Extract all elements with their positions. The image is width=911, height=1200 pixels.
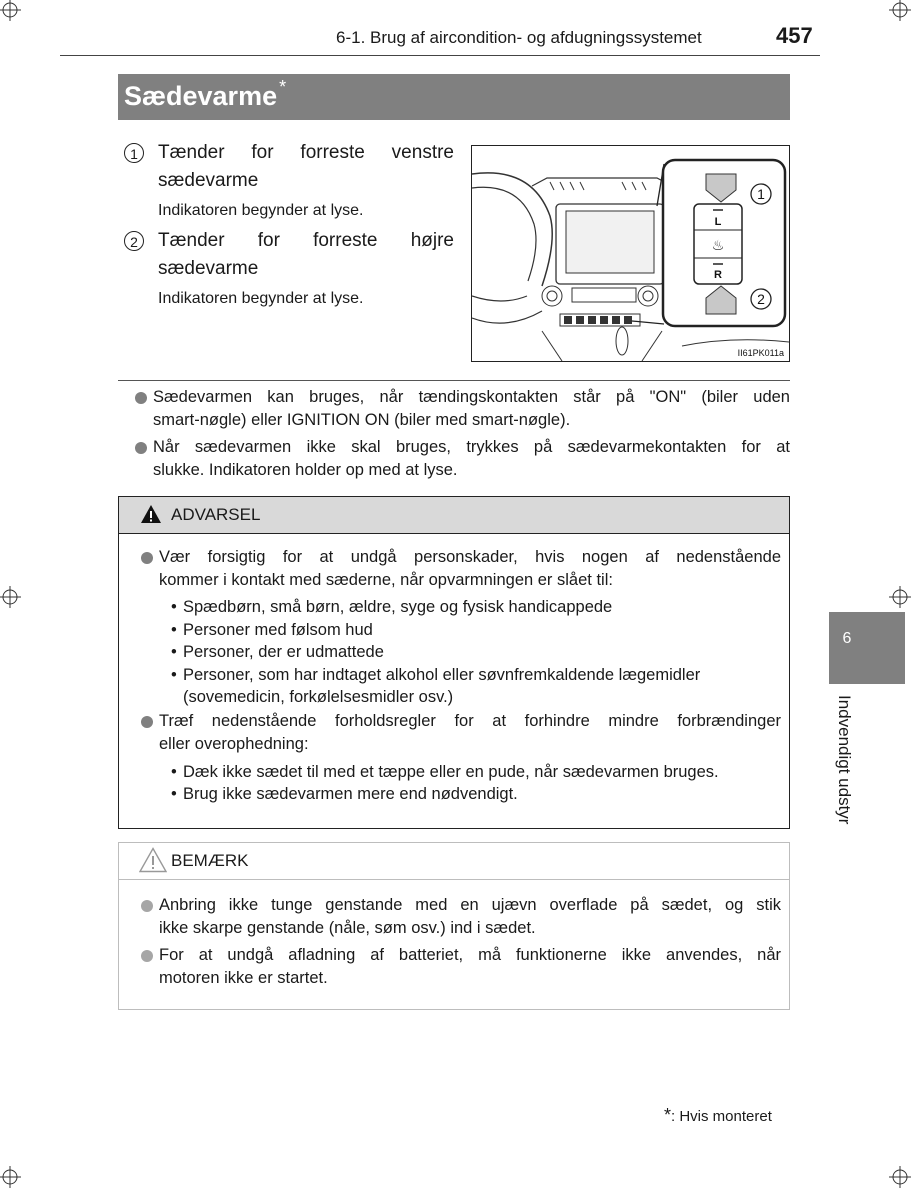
registration-mark (0, 0, 21, 21)
registration-mark (0, 1166, 21, 1188)
sub-list (141, 596, 781, 709)
sub-item-text: Spædbørn, små børn, ældre, syge og fysisk handicappede (183, 598, 613, 616)
bullet-text: ikke skarpe genstande (nåle, søm osv.) ind i sædet. (159, 919, 536, 937)
footnote (664, 1105, 772, 1126)
warning-box (118, 496, 790, 829)
bullet-dot (141, 950, 153, 962)
bullet-text: slukke. Indikatoren holder op med at lyse. (153, 461, 458, 479)
sub-list (141, 761, 781, 806)
list-item (141, 944, 781, 990)
sub-item-text: Brug ikke sædevarmen mere end nødvendigt. (183, 785, 518, 803)
bullet-dot (141, 900, 153, 912)
bullet-text: motoren ikke er startet. (159, 969, 328, 987)
dashboard-figure (471, 145, 790, 362)
notice-box (118, 842, 790, 1010)
bullet-text: Træf nedenstående forholdsregler for at forhindre mindre forbrændinger (159, 711, 781, 730)
title-asterisk: * (279, 77, 287, 97)
registration-mark (889, 1166, 911, 1188)
registration-mark (889, 0, 911, 21)
step-text: Tænder for forreste venstre (158, 142, 454, 163)
chapter-label: Indvendigt udstyr (835, 695, 854, 825)
step-text: Tænder for forreste højre (158, 230, 454, 251)
footnote-asterisk: * (664, 1105, 672, 1125)
bullet-text: Når sædevarmen ikke skal bruges, trykkes på sædevarmekontakten for at (153, 438, 790, 456)
header-rule (60, 55, 820, 56)
step-note: Indikatoren begynder at lyse. (158, 290, 364, 307)
sub-item: • Brug ikke sædevarmen mere end nødvendigt. (171, 785, 518, 803)
warning-header (119, 497, 789, 534)
registration-mark (889, 586, 911, 608)
step-text: sædevarme (158, 170, 259, 191)
step-number: 1 (124, 143, 144, 163)
bullet-text: eller overophedning: (159, 734, 309, 753)
registration-mark (0, 586, 21, 608)
list-item (135, 386, 790, 432)
sub-item: • Dæk ikke sædet til med et tæppe eller en pude, når sædevarmen bruges. (171, 762, 719, 781)
callout-2: 2 (757, 291, 765, 307)
chapter-tab (829, 612, 905, 684)
bullet-text: smart-nøgle) eller IGNITION ON (biler med smart-nøgle). (153, 411, 571, 429)
bullet-dot (141, 716, 153, 728)
callout-1: 1 (757, 186, 765, 202)
sub-item: • Personer, som har indtaget alkohol eller søvnfremkaldende lægemidler (171, 665, 701, 684)
bullet-dot (135, 442, 147, 454)
sub-item: • Personer med følsom hud (171, 620, 373, 639)
step-item (124, 227, 454, 283)
step-number: 2 (124, 231, 144, 251)
section-title: 6-1. Brug af aircondition- og afdugningssystemet (336, 28, 702, 47)
dashboard-illustration (472, 146, 789, 361)
sub-item: • Personer, der er udmattede (171, 643, 384, 661)
sub-item: • Spædbørn, små børn, ældre, syge og fysisk handicappede (171, 598, 613, 616)
caution-triangle-icon (139, 847, 167, 873)
sub-item-text: Personer med følsom hud (183, 620, 373, 639)
page-number: 457 (776, 23, 813, 48)
step-note: Indikatoren begynder at lyse. (158, 202, 364, 219)
step-text: sædevarme (158, 258, 259, 279)
bullet-text: Vær forsigtig for at undgå personskader, hvis nogen af nedenstående (159, 548, 781, 566)
bullet-list (135, 386, 790, 482)
sub-item-text: Personer, der er udmattede (183, 643, 384, 661)
page-title-text: Sædevarme (124, 81, 278, 111)
left-seat-label: L (714, 216, 722, 228)
warning-triangle-icon (140, 504, 162, 524)
bullet-dot (135, 392, 147, 404)
sub-item-text: Dæk ikke sædet til med et tæppe eller en pude, når sædevarmen bruges. (183, 762, 719, 781)
list-item (141, 546, 781, 592)
list-item (135, 436, 790, 482)
warning-content (119, 534, 789, 806)
bullet-text: For at undgå afladning af batteriet, må funktionerne ikke anvendes, når (159, 946, 781, 964)
notice-header (119, 843, 789, 880)
step-item (124, 139, 454, 195)
page-title (118, 74, 790, 120)
sub-item-text: Personer, som har indtaget alkohol eller søvnfremkaldende lægemidler (183, 665, 701, 684)
bullet-text: Anbring ikke tunge genstande med en ujævn overflade på sædet, og stik (159, 896, 781, 914)
right-seat-label: R (714, 269, 722, 281)
sub-item-text: (sovemedicin, forkølelsesmidler osv.) (183, 688, 454, 706)
chapter-number: 6 (842, 630, 852, 647)
sub-item-continued (141, 686, 781, 709)
list-item (141, 894, 781, 940)
section-separator (118, 380, 790, 381)
seat-heater-icon: ♨ (711, 238, 725, 254)
bullet-text: Sædevarmen kan bruges, når tændingskontakten står på "ON" (biler uden (153, 388, 790, 406)
footnote-text: : Hvis monteret (671, 1108, 772, 1125)
notice-content (119, 880, 789, 990)
bullet-dot (141, 552, 153, 564)
list-item (141, 710, 781, 756)
figure-code: II61PK011a (737, 348, 784, 358)
warning-label: ADVARSEL (171, 505, 261, 524)
bullet-text: kommer i kontakt med sæderne, når opvarmningen er slået til: (159, 571, 613, 589)
notice-label: BEMÆRK (171, 851, 249, 870)
